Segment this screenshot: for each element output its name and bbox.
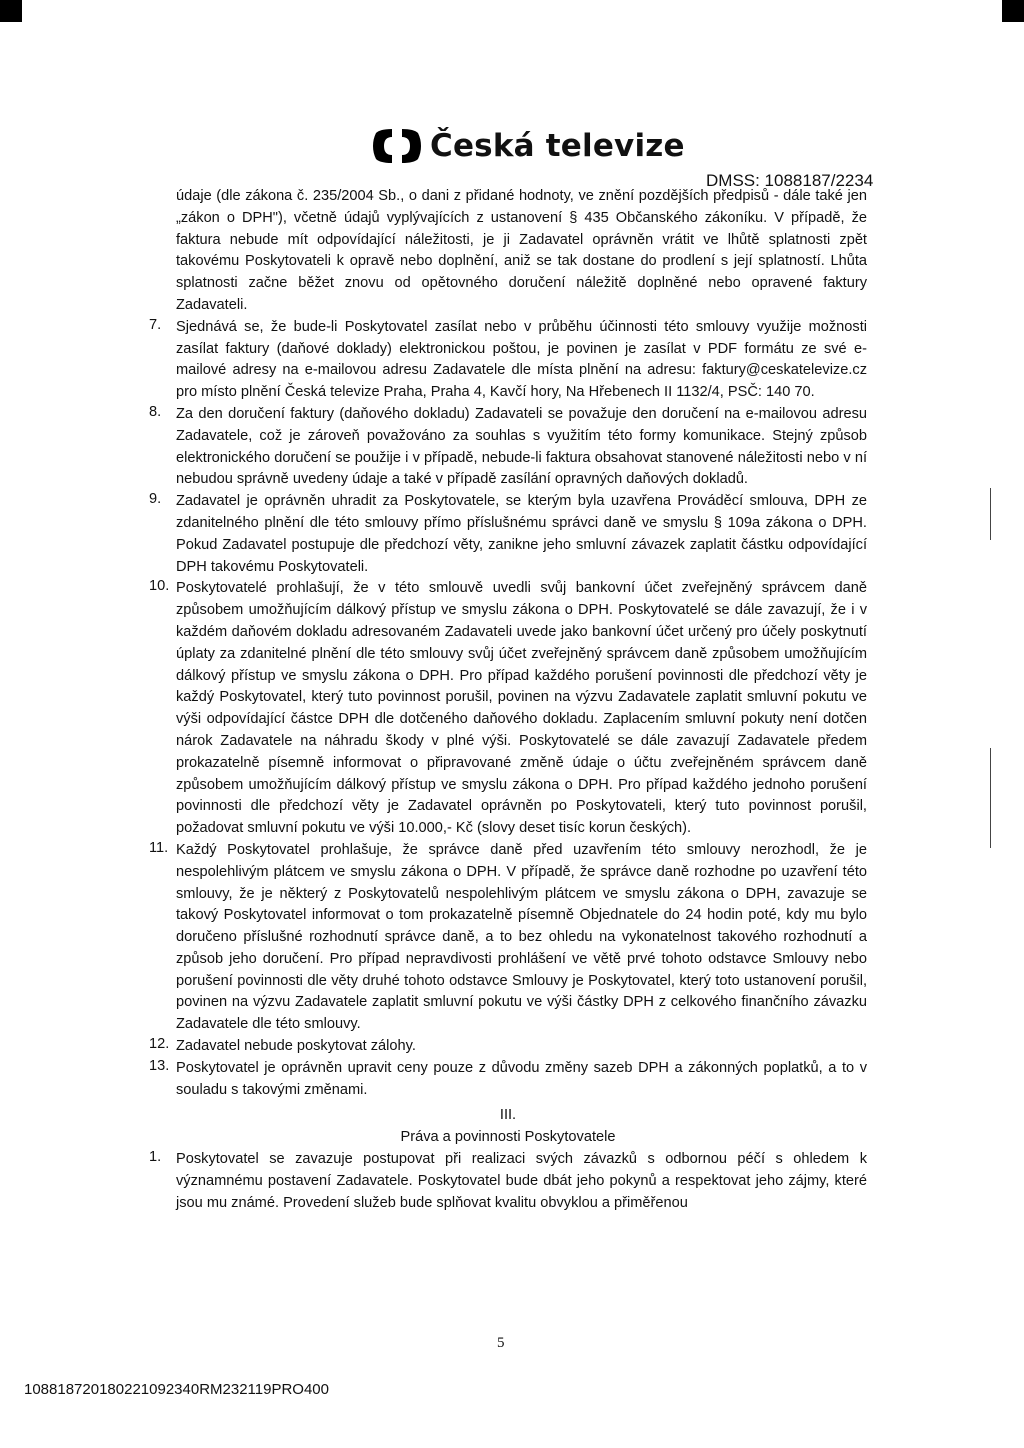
ceska-televize-logo (372, 124, 685, 168)
section-numeral: III. (499, 1107, 517, 1124)
document-code: 1088187201802210923​40RM232119PRO400 (24, 1381, 329, 1398)
paragraph-number: 9. (149, 491, 162, 508)
paragraph (149, 578, 867, 840)
paragraph-text: Poskytovatelé prohlašují, že v této smlouvě uvedli svůj bankovní účet zveřejněný správcem daně způsobem umožňujícím dálkový přístup ve smyslu zákona o DPH. Poskytovatelé se dále zavazují, že i v každém daňovém dokladu adresovaném Zadavateli uvede jako bankovní účet určený pro účely poskytnutí úplaty za zdanitelné plnění dle této smlouvy svůj účet zveřejněný správcem daně způsobem umožňujícím dálkový přístup ve smyslu zákona o DPH. Pro případ každého porušení povinnosti dle předchozí věty je každý Poskytovatel, který tuto povinnost porušil, povinen na výzvu Zadavatele zaplatit smluvní pokutu ve výši odpovídající částce DPH dle dotčeného daňového dokladu. Zaplacením smluvní pokuty není dotčen nárok Zadavatele na náhradu škody v plné výši. Poskytovatelé se dále zavazují Zadavatele předem prokazatelně písemně informovat o připravované změně údaje o účtu zveřejněném správcem daně způsobem umožňujícím dálkový přístup ve smyslu zákona o DPH. Pro případ každého jednoho porušení povinnosti dle předchozí věty je Zadavatel oprávněn po Poskytovateli, který tuto povinnost porušil, požadovat smluvní pokutu ve výši 10.000,- Kč (slovy deset tisíc korun českých). (176, 580, 867, 837)
paragraph (149, 1036, 867, 1058)
ceska-televize-logo-icon (372, 127, 422, 165)
paragraph-text: Každý Poskytovatel prohlašuje, že správce daně před uzavřením této smlouvy nerozhodl, že je nespolehlivým plátcem ve smyslu zákona o DPH. V případě, že správce daně rozhodne po uzavření této smlouvy, že je některý z Poskytovatelů nespolehlivým plátcem ve smyslu zákona o DPH, zavazuje se takový Poskytovatel informovat o tom prokazatelně písemně Objednatele do 24 hodin poté, kdy mu bylo doručeno příslušné rozhodnutí správce daně, a to bez ohledu na vykonatelnost takového rozhodnutí a způsob jeho doručení. Pro případ nepravdivosti prohlášení ve větě prvé tohoto odstavce Smlouvy nebo porušení povinnosti dle věty druhé tohoto odstavce Smlouvy je Poskytovatel, který toto ustanovení porušil, povinen na výzvu Zadavatele zaplatit smluvní pokutu ve výši částky DPH z celkového finančního závazku Zadavatele dle této smlouvy. (176, 841, 867, 1033)
scan-mark (990, 488, 991, 540)
scan-border-top-left (0, 0, 22, 22)
paragraph-number: 11. (149, 839, 169, 856)
scan-mark (990, 748, 991, 848)
paragraph-text: Poskytovatel je oprávněn upravit ceny pouze z důvodu změny sazeb DPH a zákonných poplatků, a to v souladu s takovými změnami. (176, 1059, 867, 1098)
paragraph (149, 491, 867, 578)
dmss-number: DMSS: 1088187/2234 (706, 171, 874, 190)
paragraph (149, 186, 867, 317)
paragraph (149, 317, 867, 404)
paragraph (149, 1149, 867, 1214)
paragraph (149, 404, 867, 491)
paragraph-text: Zadavatel je oprávněn uhradit za Poskytovatele, se kterým byla uzavřena Prováděcí smlouva, DPH ze zdanitelného plnění dle této smlouvy přímo příslušnému správci daně ve smyslu § 109a zákona o DPH. Pokud Zadavatel postupuje dle předchozí věty, zanikne jeho smluvní závazek zaplatit částku odpovídající DPH takovému Poskytovateli. (176, 493, 867, 575)
paragraph (149, 840, 867, 1036)
paragraph-number: 1. (149, 1149, 162, 1166)
paragraph-text: Poskytovatel se zavazuje postupovat při realizaci svých závazků s odbornou péčí s ohledem k významnému postavení Zadavatele. Poskytovatel bude dbát jeho pokynů a respektovat jeho zájmy, které jsou mu známé. Provedení služeb bude splňovat kvalitu obvyklou a přiměřenou (176, 1151, 867, 1211)
logo-text: Česká televize (430, 128, 685, 164)
document-body (149, 186, 867, 1214)
paragraph-number: 12. (149, 1036, 170, 1053)
paragraph (149, 1058, 867, 1102)
paragraph-number: 7. (149, 316, 162, 333)
paragraph-number: 13. (149, 1057, 170, 1074)
paragraph-text: Zadavatel nebude poskytovat zálohy. (176, 1038, 416, 1055)
paragraph-text: údaje (dle zákona č. 235/2004 Sb., o dani z přidané hodnoty, ve znění pozdějších předpisů - dále také jen „zákon o DPH"), včetně údajů vyplývajících z ustanovení § 435 Občanského zákoníku. V případě, že faktura nebude mít odpovídající náležitosti, je ji Zadavatel oprávněn vrátit ve lhůtě splatnosti zpět takovému Poskytovateli k opravě nebo doplnění, aniž se tak dostane do prodlení s její splatností. Lhůta splatnosti začne běžet znovu od opětovného doručení náležitě doplněné nebo opravené faktury Zadavateli. (176, 188, 867, 313)
paragraph-number: 8. (149, 403, 162, 420)
paragraph-text: Za den doručení faktury (daňového dokladu) Zadavateli se považuje den doručení na e-mailovou adresu Zadavatele, což je zároveň považováno za souhlas s využitím této formy komunikace. Stejný způsob elektronického doručení se použije i v případě, nebude-li faktura obsahovat stanovené náležitosti nebo v ní nebudou správně uvedeny údaje a také v případě zasílání opravných daňových dokladů. (176, 405, 867, 488)
paragraph-number: 10. (149, 578, 170, 595)
paragraph-text: Sjednává se, že bude-li Poskytovatel zasílat nebo v průběhu účinnosti této smlouvy využije možnosti zasílat faktury (daňové doklady) elektronickou poštou, je povinen je zasílat v PDF formátu ze své e-mailové adresy na e-mailovou adresu Zadavatele dle místa plnění na adresu: faktury@ceskatelevize.cz pro místo plnění Česká televize Praha, Praha 4, Kavčí hory, Na Hřebenech II 1132/4, PSČ: 140 70. (176, 318, 867, 401)
scan-border-top-right (1002, 0, 1024, 22)
section-title: Práva a povinnosti Poskytovatele (400, 1129, 616, 1146)
page-number: 5 (497, 1335, 505, 1351)
